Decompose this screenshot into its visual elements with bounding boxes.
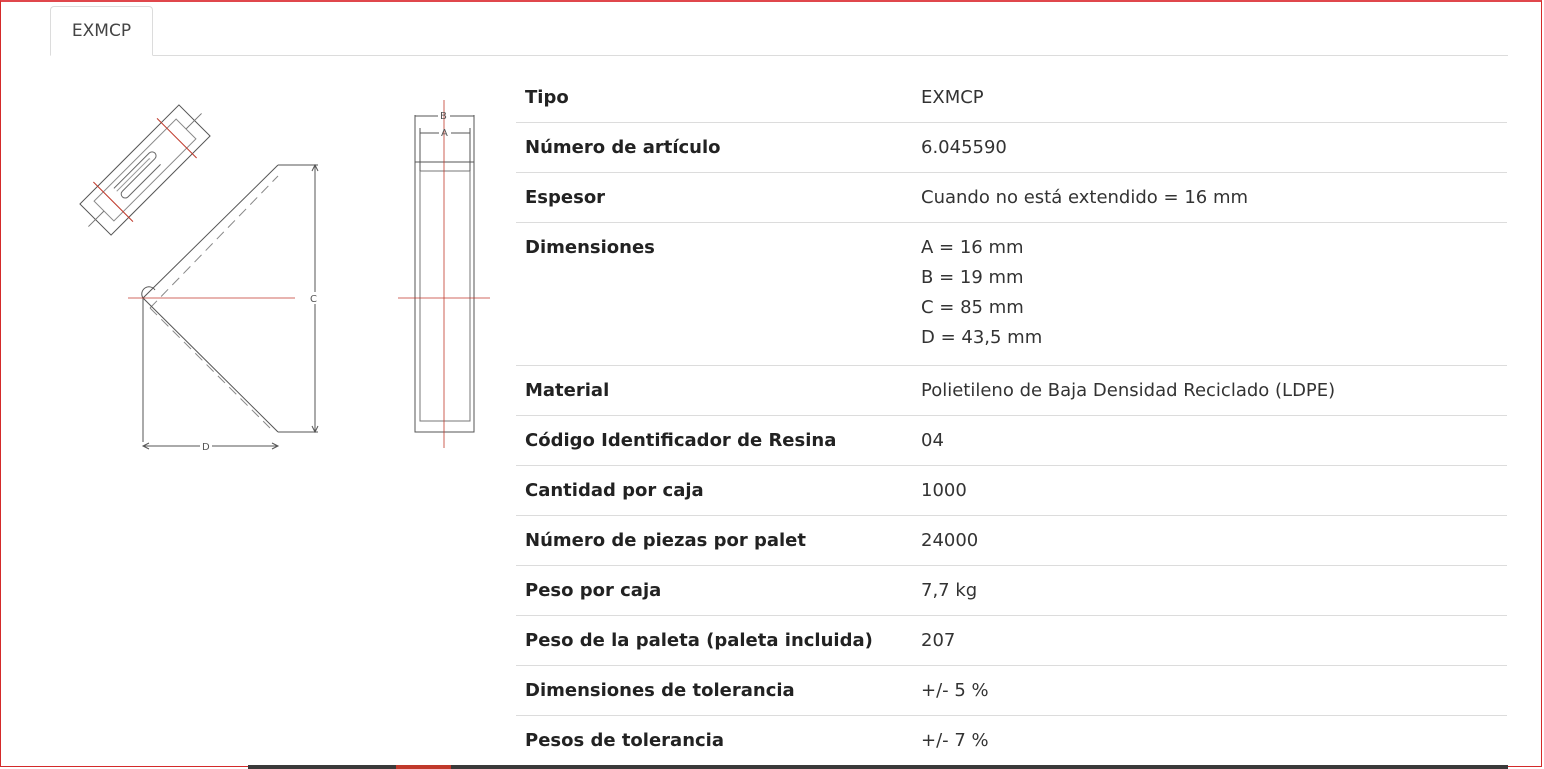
dim-label-a: A bbox=[441, 128, 448, 139]
table-row bbox=[516, 616, 1507, 666]
spec-label: Número de piezas por palet bbox=[516, 516, 912, 566]
table-row bbox=[516, 666, 1507, 716]
dimension-c-value: C = 85 mm bbox=[921, 297, 1024, 318]
bottom-strip bbox=[248, 765, 1508, 769]
table-row bbox=[516, 466, 1507, 516]
spec-label: Pesos de tolerancia bbox=[516, 716, 912, 766]
spec-label: Número de artículo bbox=[516, 123, 912, 173]
table-row bbox=[516, 173, 1507, 223]
spec-label: Código Identificador de Resina bbox=[516, 416, 912, 466]
spec-value: 1000 bbox=[912, 466, 1507, 516]
spec-label: Material bbox=[516, 366, 912, 416]
technical-drawing bbox=[50, 70, 500, 470]
spec-value: 207 bbox=[912, 616, 1507, 666]
spec-label: Tipo bbox=[516, 73, 912, 123]
dim-label-c: C bbox=[310, 294, 317, 305]
spec-value: Polietileno de Baja Densidad Reciclado (LDPE) bbox=[912, 366, 1507, 416]
unfolded-view bbox=[69, 94, 222, 247]
spec-label: Dimensiones bbox=[516, 223, 912, 366]
tab-exmcp[interactable]: EXMCP bbox=[50, 6, 153, 56]
table-row bbox=[516, 223, 1507, 366]
spec-value: 6.045590 bbox=[912, 123, 1507, 173]
spec-label: Peso por caja bbox=[516, 566, 912, 616]
table-row bbox=[516, 516, 1507, 566]
dim-label-d: D bbox=[202, 442, 210, 453]
spec-value: EXMCP bbox=[912, 73, 1507, 123]
dim-label-b: B bbox=[440, 111, 447, 122]
spec-label: Cantidad por caja bbox=[516, 466, 912, 516]
spec-value: +/- 5 % bbox=[912, 666, 1507, 716]
spec-value: +/- 7 % bbox=[912, 716, 1507, 766]
dimension-d-value: D = 43,5 mm bbox=[921, 327, 1043, 348]
dimension-a-value: A = 16 mm bbox=[921, 237, 1024, 258]
spec-label: Espesor bbox=[516, 173, 912, 223]
table-row bbox=[516, 416, 1507, 466]
dimension-b-value: B = 19 mm bbox=[921, 267, 1024, 288]
front-view bbox=[398, 100, 490, 448]
spec-value: 24000 bbox=[912, 516, 1507, 566]
tab-bar-divider bbox=[50, 55, 1508, 56]
table-row bbox=[516, 366, 1507, 416]
spec-value: 7,7 kg bbox=[912, 566, 1507, 616]
side-view bbox=[128, 165, 321, 452]
bottom-strip-accent bbox=[396, 765, 451, 769]
table-row bbox=[516, 566, 1507, 616]
table-row bbox=[516, 716, 1507, 766]
spec-value: 04 bbox=[912, 416, 1507, 466]
spec-label: Peso de la paleta (paleta incluida) bbox=[516, 616, 912, 666]
spec-value bbox=[912, 223, 1507, 366]
table-row bbox=[516, 123, 1507, 173]
spec-value: Cuando no está extendido = 16 mm bbox=[912, 173, 1507, 223]
spec-label: Dimensiones de tolerancia bbox=[516, 666, 912, 716]
table-row bbox=[516, 73, 1507, 123]
specs-table bbox=[516, 73, 1507, 766]
